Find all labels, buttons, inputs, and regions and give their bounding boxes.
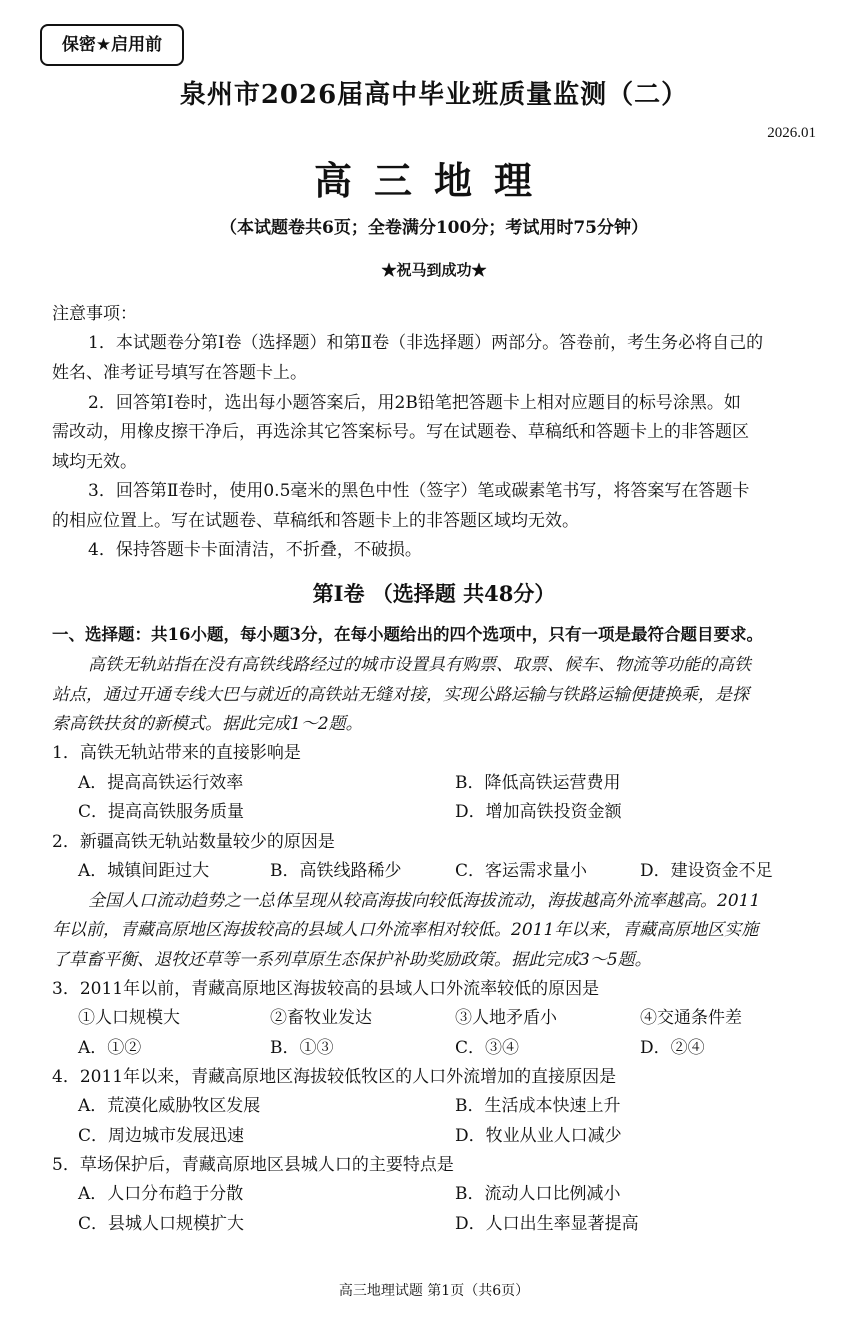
exam-info: （本试题卷共6页；全卷满分100分；考试用时75分钟） [220, 218, 648, 238]
option-b: B．生活成本快速上升 [455, 1096, 621, 1116]
option-a: A．城镇间距过大 [78, 861, 210, 881]
notice-line: 3．回答第Ⅱ卷时，使用0.5毫米的黑色中性（签字）笔或碳素笔书写，将答案写在答题卡 [88, 481, 750, 501]
blessing-text: ★祝马到成功★ [381, 261, 487, 279]
statement-3: ③人地矛盾小 [455, 1008, 557, 1028]
question-stem: 3．2011年以前，青藏高原地区海拔较高的县域人口外流率较低的原因是 [52, 979, 600, 999]
option-d: D．人口出生率显著提高 [455, 1214, 639, 1234]
option-c: C．县城人口规模扩大 [78, 1214, 245, 1234]
passage-line: 站点，通过开通专线大巴与就近的高铁站无缝对接，实现公路运输与铁路运输便捷换乘，是探 [52, 685, 749, 705]
option-d: D．②④ [640, 1038, 705, 1058]
statement-1: ①人口规模大 [78, 1008, 180, 1028]
notice-line: 的相应位置上。写在试题卷、草稿纸和答题卡上的非答题区域均无效。 [52, 511, 579, 531]
notice-line: 4．保持答题卡卡面清洁，不折叠，不破损。 [88, 540, 422, 560]
option-b: B．高铁线路稀少 [270, 861, 402, 881]
option-b: B．①③ [270, 1038, 334, 1058]
question-stem: 2．新疆高铁无轨站数量较少的原因是 [52, 832, 335, 852]
notice-line: 2．回答第Ⅰ卷时，选出每小题答案后，用2B铅笔把答题卡上相对应题目的标号涂黑。如 [88, 393, 741, 413]
question-stem: 4．2011年以来，青藏高原地区海拔较低牧区的人口外流增加的直接原因是 [52, 1067, 617, 1087]
option-b: B．降低高铁运营费用 [455, 773, 621, 793]
option-a: A．提高高铁运行效率 [78, 773, 244, 793]
passage-line: 全国人口流动趋势之一总体呈现从较高海拔向较低海拔流动，海拔越高外流率越高。2011 [88, 891, 761, 911]
option-c: C．周边城市发展迅速 [78, 1126, 245, 1146]
option-d: D．牧业从业人口减少 [455, 1126, 622, 1146]
statement-2: ②畜牧业发达 [270, 1008, 372, 1028]
option-c: C．客运需求量小 [455, 861, 588, 881]
passage-line: 高铁无轨站指在没有高铁线路经过的城市设置具有购票、取票、候车、物流等功能的高铁 [88, 655, 751, 675]
exam-title: 泉州市2026届高中毕业班质量监测（二） [179, 80, 689, 110]
option-d: D．增加高铁投资金额 [455, 802, 622, 822]
option-a: A．①② [78, 1038, 142, 1058]
notice-line: 1．本试题卷分第Ⅰ卷（选择题）和第Ⅱ卷（非选择题）两部分。答卷前，考生务必将自己的 [88, 333, 764, 353]
question-stem: 1．高铁无轨站带来的直接影响是 [52, 743, 301, 763]
option-c: C．③④ [455, 1038, 520, 1058]
notice-line: 姓名、准考证号填写在答题卡上。 [52, 363, 307, 383]
notice-line: 域均无效。 [52, 452, 137, 472]
page-footer: 高三地理试题 第1页（共6页） [338, 1283, 530, 1299]
section-title: 第Ⅰ卷 （选择题 共48分） [312, 581, 556, 606]
option-a: A．荒漠化威胁牧区发展 [78, 1096, 261, 1116]
option-c: C．提高高铁服务质量 [78, 802, 245, 822]
option-d: D．建设资金不足 [640, 861, 773, 881]
passage-line: 年以前，青藏高原地区海拔较高的县域人口外流率相对较低。2011年以来，青藏高原地区实施 [52, 920, 759, 940]
exam-date: 2026.01 [767, 125, 816, 141]
option-b: B．流动人口比例减小 [455, 1184, 621, 1204]
notice-heading: 注意事项： [52, 304, 137, 324]
passage-line: 索高铁扶贫的新模式。据此完成1～2题。 [52, 714, 363, 734]
notice-line: 需改动，用橡皮擦干净后，再选涂其它答案标号。写在试题卷、草稿纸和答题卡上的非答题区 [52, 422, 749, 442]
subject-title: 高三地理 [313, 158, 554, 203]
confidential-stamp: 保密★启用前 [40, 24, 184, 66]
passage-line: 了草畜平衡、退牧还草等一系列草原生态保护补助奖励政策。据此完成3～5题。 [52, 950, 652, 970]
option-a: A．人口分布趋于分散 [78, 1184, 244, 1204]
statement-4: ④交通条件差 [640, 1008, 742, 1028]
section-instruction: 一、选择题：共16小题，每小题3分，在每小题给出的四个选项中，只有一项是最符合题目要求。 [52, 625, 763, 644]
question-stem: 5．草场保护后，青藏高原地区县城人口的主要特点是 [52, 1155, 454, 1175]
